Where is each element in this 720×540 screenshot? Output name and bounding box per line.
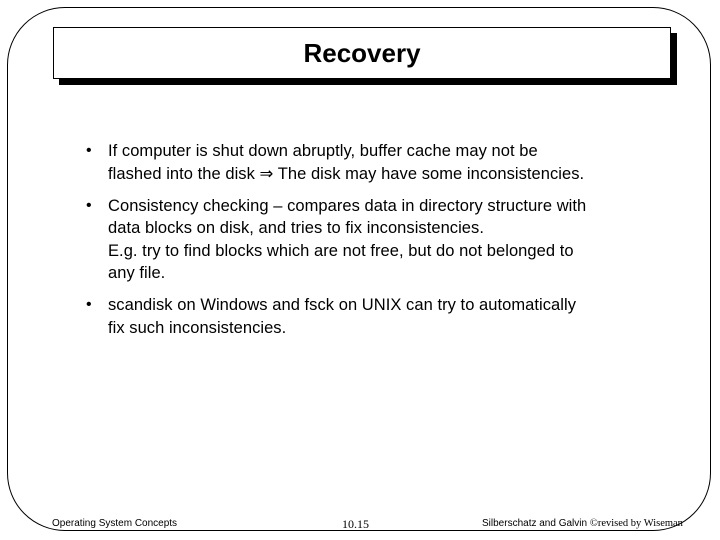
bullet-text-line: E.g. try to find blocks which are not free, but do not belonged to xyxy=(108,241,574,260)
bullet-text-line: Consistency checking – compares data in directory structure with xyxy=(108,196,587,215)
slide-title: Recovery xyxy=(303,38,421,68)
bullet-text-line: If computer is shut down abruptly, buffer cache may not be xyxy=(108,142,538,160)
footer-credits xyxy=(482,518,683,529)
bullet-text-line: fix such inconsistencies. xyxy=(108,318,287,337)
footer-page-number: 10.15 xyxy=(342,517,369,531)
bullet-item-buffer-cache xyxy=(86,140,666,185)
bullet-text-line: flashed into the disk ⇒ The disk may have some inconsistencies. xyxy=(108,164,585,183)
bullet-dot-icon: • xyxy=(86,142,92,159)
bullet-text-line: scandisk on Windows and fsck on UNIX can try to automatically xyxy=(108,296,576,314)
footer-authors: Silberschatz and Galvin xyxy=(482,518,588,529)
footer-revision: ©revised by Wiseman xyxy=(589,518,683,529)
bullet-text-line: any file. xyxy=(108,264,166,282)
bullet-list xyxy=(86,140,666,339)
bullet-dot-icon: • xyxy=(86,196,92,214)
bullet-item-scandisk-fsck xyxy=(86,294,666,339)
bullet-dot-icon: • xyxy=(86,296,92,313)
bullet-item-consistency-checking xyxy=(86,195,666,285)
title-box xyxy=(53,27,671,79)
footer-course-title: Operating System Concepts xyxy=(52,518,178,529)
bullet-text-line: data blocks on disk, and tries to fix inconsistencies. xyxy=(108,219,484,237)
